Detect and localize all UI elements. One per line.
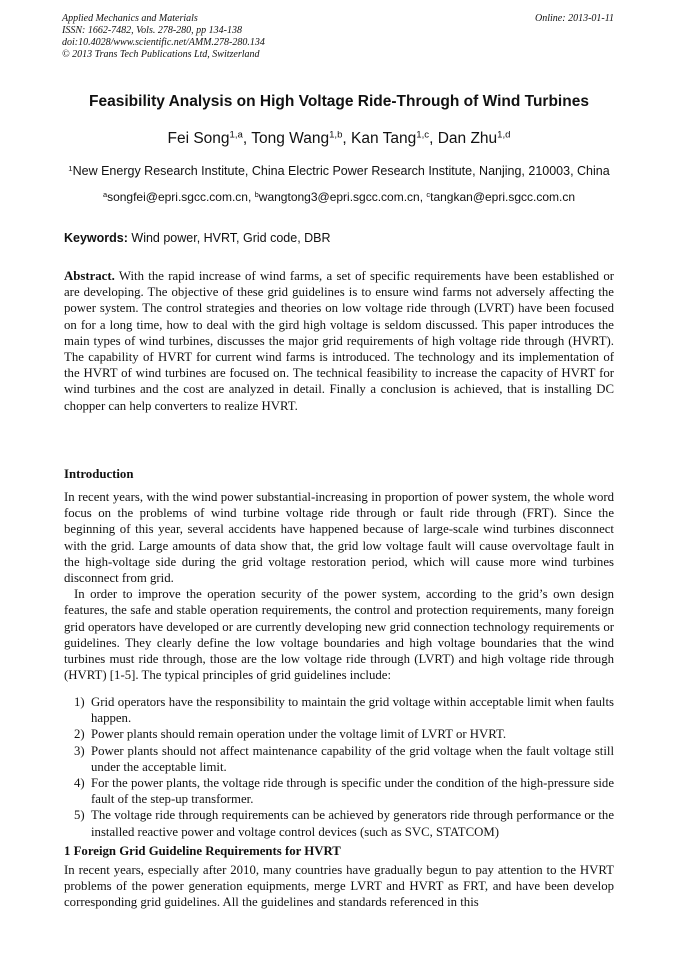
author: Fei Song$^{1,a}$	[167, 129, 243, 147]
email-link[interactable]: $^c$tangkan@epri.sgcc.com.cn	[426, 189, 576, 204]
keywords-text: Wind power, HVRT, Grid code, DBR	[131, 231, 331, 245]
list-item: 5) The voltage ride through requirements can be achieved by generators ride through performance or the installed reactive power and voltage control devices (such as SVC, STATCOM)	[74, 808, 614, 839]
section-heading-1: 1 Foreign Grid Guideline Requirements for HVRT	[64, 844, 341, 858]
author-list: Fei Song$^{1,a}$, Tong Wang$^{1,b}$, Kan Tang$^{1,c}$, Dan Zhu$^{1,d}$	[167, 129, 511, 147]
keywords	[64, 231, 331, 245]
section-heading-introduction: Introduction	[64, 467, 134, 481]
list-item: 2) Power plants should remain operation under the voltage limit of LVRT or HVRT.	[74, 727, 507, 742]
abstract-text: With the rapid increase of wind farms, a set of specific requirements have been established or are developing. The objective of these grid guidelines is to ensure wind farms not adversely affecting the power system. The control strategies and theories on low voltage ride through (LVRT) have been focused on for a long time, how to deal with the gird high voltage is seldom discussed. This paper introduces the main types of wind turbines, discusses the major grid requirements of high voltage ride through (HVRT). The capability of HVRT for current wind farms is introduced. The technology and its implementation of the HVRT of wind turbines are focused on. The technical feasibility to increase the capacity of HVRT for wind turbines and the cost are analyzed in detail. Finally a conclusion is achieved, that is installing DC chopper can help converters to realize HVRT.	[64, 269, 614, 413]
list-item: 3) Power plants should not affect maintenance capability of the grid voltage when the fault voltage still under the acceptable limit.	[74, 743, 614, 774]
paper-title: Feasibility Analysis on High Voltage Ride-Through of Wind Turbines	[89, 93, 589, 110]
principles-list	[74, 694, 614, 840]
email-link[interactable]: $^b$wangtong3@epri.sgcc.com.cn	[254, 189, 420, 204]
issn-line: ISSN: 1662-7482, Vols. 278-280, pp 134-138	[62, 25, 242, 36]
doi-line: doi:10.4028/www.scientific.net/AMM.278-280.134	[62, 37, 265, 48]
keywords-label: Keywords:	[64, 231, 128, 245]
paragraph: In recent years, especially after 2010, many countries have gradually begun to pay attention to the HVRT problems of the power generation equipments, merge LVRT and HVRT as FRT, and have been develop corresponding grid guidelines. All the guidelines and standards referenced in this	[64, 863, 614, 910]
abstract	[64, 268, 614, 414]
author: Kan Tang$^{1,c}$	[351, 129, 430, 147]
email-link[interactable]: $^a$songfei@epri.sgcc.com.cn	[102, 189, 248, 204]
list-item: 1) Grid operators have the responsibility to maintain the grid voltage within acceptable limit when faults happen.	[74, 695, 614, 726]
email-list: $^a$songfei@epri.sgcc.com.cn, $^b$wangtong3@epri.sgcc.com.cn, $^c$tangkan@epri.sgcc.com.cn	[102, 189, 576, 204]
author: Dan Zhu$^{1,d}$	[437, 129, 511, 147]
abstract-label: Abstract.	[64, 269, 115, 283]
author: Tong Wang$^{1,b}$	[251, 129, 343, 147]
paragraph: In recent years, with the wind power substantial-increasing in proportion of power system, the whole word focus on the problems of wind turbine voltage ride through or fault ride through (FRT). Since the beginning of this year, several accidents have happened because of large-scale wind turbines disconnect with the grid. Large amounts of data show that, the grid low voltage fault will cause overvoltage fault in the high-voltage side during the grid voltage restoration period, which will cause more wind turbines disconnect from grid.	[64, 490, 614, 586]
section-1-body	[64, 862, 614, 911]
journal-name: Applied Mechanics and Materials	[62, 13, 198, 24]
paragraph: In order to improve the operation security of the power system, according to the grid’s own design features, the safe and stable operation requirements, the control and protection requirements, many foreign grid operators have developed or are currently developing new grid connection technology requirements or guidelines. They clearly define the low voltage boundaries and high voltage boundaries that the wind turbines must ride through, those are the low voltage ride through (LVRT) and high voltage ride through (HVRT) [1-5]. The typical principles of grid guidelines include:	[64, 587, 614, 683]
introduction-body	[64, 489, 614, 683]
affiliation: $^1$New Energy Research Institute, China Electric Power Research Institute, Nanjing, 210003, China	[68, 163, 610, 178]
online-date: Online: 2013-01-11	[535, 13, 614, 24]
running-header	[62, 13, 265, 61]
copyright-line: © 2013 Trans Tech Publications Ltd, Switzerland	[62, 49, 260, 60]
list-item: 4) For the power plants, the voltage ride through is specific under the condition of the high-pressure side fault of the step-up transformer.	[74, 776, 614, 807]
